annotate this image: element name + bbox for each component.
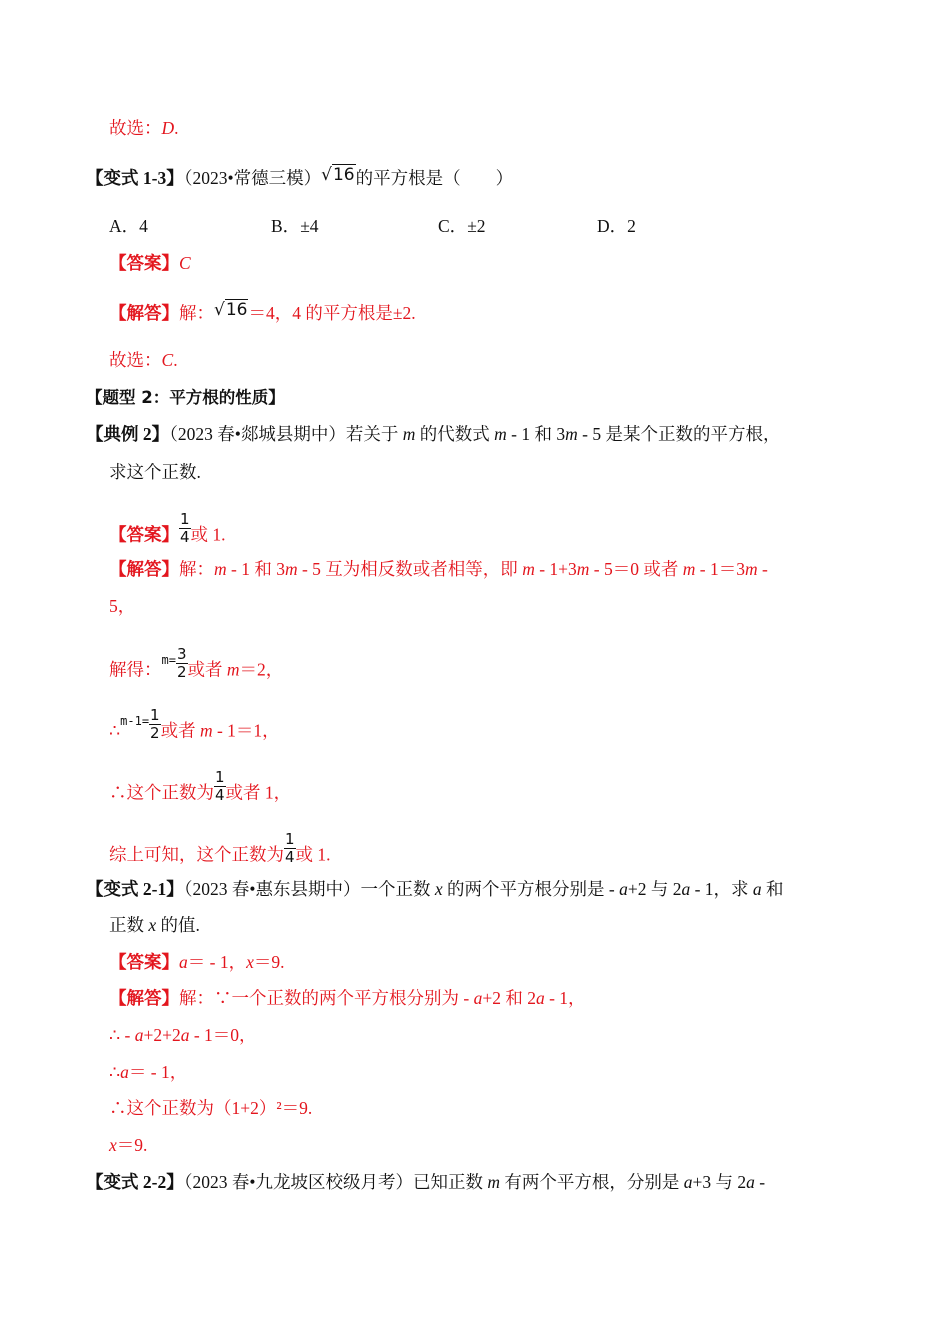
step-text: 综上可知，这个正数为 [109, 844, 284, 865]
text-run: 解：∵一个正数的两个平方根分别为 - [179, 988, 474, 1008]
variable: m [565, 424, 578, 444]
text-run: - 1， [544, 988, 586, 1008]
option-letter: C． [438, 216, 468, 236]
variable: m [576, 559, 590, 579]
option-value: 4 [139, 216, 148, 236]
step-text [109, 1025, 257, 1045]
section-heading: 【题型 2：平方根的性质】 [86, 388, 285, 407]
numerator: 1 [150, 706, 160, 724]
variable: a [535, 988, 545, 1008]
solution-tag: 【解答】 [109, 988, 179, 1008]
option-a[interactable] [109, 215, 148, 237]
fraction [176, 647, 188, 680]
answer-line [109, 510, 226, 553]
solution-step4 [109, 1134, 147, 1156]
fraction [149, 708, 161, 741]
variant-2-1-stem-line1 [86, 878, 784, 900]
variable: m [494, 424, 507, 444]
solution-step4 [109, 830, 331, 873]
variable: x [148, 915, 157, 935]
text-run: 的两个平方根分别是 - [442, 879, 620, 899]
stem-text: - 1 和 3 [506, 424, 566, 444]
period: . [173, 350, 178, 370]
text-run: - 5＝0 或者 [589, 559, 683, 579]
solution-line1 [109, 558, 768, 580]
variable: a [619, 879, 628, 899]
example-2-stem-line2: 求这个正数. [109, 462, 201, 482]
question-tag: 【典例 2】 [86, 424, 170, 444]
step-text: 或者 1， [225, 782, 292, 803]
text-run: ＝9. [253, 952, 285, 972]
period: . [174, 118, 179, 138]
option-value: ±2 [467, 216, 486, 236]
text-run: +3 与 2 [692, 1172, 747, 1192]
variable: a [180, 1025, 190, 1045]
answer-line [109, 951, 284, 973]
text-run: - [757, 559, 768, 579]
numerator: 1 [215, 768, 225, 786]
option-c[interactable] [438, 215, 486, 237]
question-source: （2023 春•惠东县期中） [183, 879, 361, 899]
text-run: 有两个平方根，分别是 [499, 1172, 684, 1192]
question-tag: 【变式 2-2】 [86, 1172, 184, 1192]
answer-tag: 【答案】 [109, 952, 179, 972]
denominator: 2 [150, 724, 160, 742]
numerator: 1 [285, 830, 295, 848]
text-run: +2 与 2 [627, 879, 682, 899]
text-run: - 5 互为相反数或者相等，即 [297, 559, 523, 579]
text-run: - 1 和 3 [226, 559, 285, 579]
answer-value [179, 952, 284, 972]
stem-text: - 5 是某个正数的平方根， [577, 424, 781, 444]
text-run: ＝ - 1， [187, 952, 247, 972]
text-run: 已知正数 [412, 1172, 488, 1192]
variable: m [402, 424, 416, 444]
fraction [214, 770, 226, 803]
question-stem: 的平方根是（ ） [355, 168, 514, 188]
question-tag: 【变式 2-1】 [86, 879, 184, 899]
conclusion-line [109, 349, 178, 371]
variable: a [120, 1062, 129, 1082]
variable: a [746, 1172, 755, 1192]
variable: a [473, 988, 483, 1008]
variable: x [434, 879, 443, 899]
variable: m [744, 559, 758, 579]
sqrt-expression: √16 [214, 300, 248, 320]
denominator: 4 [285, 848, 295, 866]
radicand: 16 [332, 165, 355, 185]
solution-line [109, 987, 586, 1009]
variable: x [246, 952, 254, 972]
option-b[interactable] [271, 215, 319, 237]
stem-text [413, 1172, 765, 1192]
question-source: （2023 春•九龙坡区校级月考） [183, 1172, 413, 1192]
variable: a [134, 1025, 144, 1045]
step-text [109, 1062, 187, 1082]
solution-step2 [109, 706, 280, 749]
step-text: 或者 [160, 720, 200, 741]
variable: m [199, 720, 213, 741]
answer-value: C [179, 253, 191, 273]
text-run: 和 [761, 879, 784, 899]
text-run: - 1+3 [534, 559, 577, 579]
solution-line [109, 302, 416, 325]
option-letter: B． [271, 216, 301, 236]
fraction [179, 512, 191, 545]
solution-tag: 【解答】 [109, 559, 179, 579]
text-run: - [754, 1172, 766, 1192]
solution-prefix: 解： [179, 303, 214, 323]
solution-tag: 【解答】 [109, 303, 179, 323]
text-run: - 1，求 [690, 879, 753, 899]
conclusion-label: 故选： [109, 350, 162, 370]
conclusion-label: 故选： [109, 118, 162, 138]
option-letter: A． [109, 216, 140, 236]
text-run: - 1＝3 [695, 559, 745, 579]
variable: m [682, 559, 696, 579]
step-text: ∴这个正数为 [109, 782, 214, 803]
solution-step1 [109, 1024, 257, 1046]
variant-2-2-stem [86, 1171, 765, 1193]
conclusion-line [109, 117, 179, 139]
equation-label: m-1= [120, 713, 150, 728]
answer-rest: 或 1. [190, 524, 226, 545]
solution-text [179, 988, 586, 1008]
stem-text: 正数 [109, 915, 149, 935]
denominator: 2 [176, 663, 187, 681]
variable: a [683, 1172, 693, 1192]
text-run: ∴ [109, 1062, 121, 1082]
numerator: 3 [176, 645, 187, 663]
variable: m [226, 659, 240, 680]
option-value: 2 [627, 216, 636, 236]
step-text [109, 1135, 147, 1155]
variable: x [109, 1135, 117, 1155]
conclusion-answer: C [161, 350, 174, 370]
text-run: 一个正数 [360, 879, 435, 899]
solution-step3 [109, 768, 292, 811]
step-text: ＝2， [239, 659, 284, 680]
text-run: +2+2 [143, 1025, 181, 1045]
variable: m [284, 559, 298, 579]
stem-text: 的代数式 [415, 424, 495, 444]
answer-line [109, 252, 191, 274]
solution-step1 [109, 645, 284, 688]
step-text: 或者 [187, 659, 227, 680]
variant-1-3-stem [86, 167, 513, 190]
example-2-stem-line1 [86, 423, 780, 445]
text-run: - 1＝0， [189, 1025, 257, 1045]
stem-text [360, 879, 783, 899]
variable: a [752, 879, 762, 899]
question-source: （2023•常德三模） [183, 168, 322, 188]
stem-text: 的值. [156, 915, 200, 935]
conclusion-answer: D [161, 118, 175, 138]
solution-line2: 5， [109, 596, 136, 616]
answer-tag: 【答案】 [109, 524, 179, 545]
question-tag: 【变式 1-3】 [86, 168, 184, 188]
solution-step2 [109, 1061, 187, 1083]
radicand: 16 [225, 300, 248, 320]
variant-2-1-stem-line2 [109, 914, 200, 936]
step-text: - 1＝1， [212, 720, 280, 741]
step-label: 解得： [109, 659, 162, 680]
solution-step3: ∴这个正数为（1+2）²＝9. [109, 1098, 313, 1118]
therefore-symbol: ∴ [109, 720, 121, 741]
variable: m [522, 559, 535, 579]
text-run: ＝ - 1， [128, 1062, 188, 1082]
denominator: 4 [215, 786, 225, 804]
question-source: （2023 春•郯城县期中） [169, 424, 346, 444]
variable: m [487, 1172, 500, 1192]
solution-text: ＝4，4 的平方根是±2. [248, 303, 416, 323]
fraction [284, 832, 296, 865]
text-run: ∴ - [109, 1025, 135, 1045]
solution-text [179, 559, 768, 579]
stem-text: 若关于 [345, 424, 403, 444]
numerator: 1 [180, 510, 190, 528]
option-letter: D． [597, 216, 628, 236]
variable: a [681, 879, 691, 899]
option-value: ±4 [300, 216, 319, 236]
denominator: 4 [180, 528, 190, 546]
text-run: +2 和 2 [482, 988, 536, 1008]
step-text: 或 1. [295, 844, 331, 865]
text-run: 解： [179, 559, 214, 579]
equation-label: m= [161, 652, 176, 667]
sqrt-expression: √16 [321, 165, 355, 185]
answer-tag: 【答案】 [109, 253, 179, 273]
variable: a [179, 952, 188, 972]
variable: m [214, 559, 227, 579]
option-d[interactable] [597, 215, 636, 237]
text-run: ＝9. [116, 1135, 148, 1155]
